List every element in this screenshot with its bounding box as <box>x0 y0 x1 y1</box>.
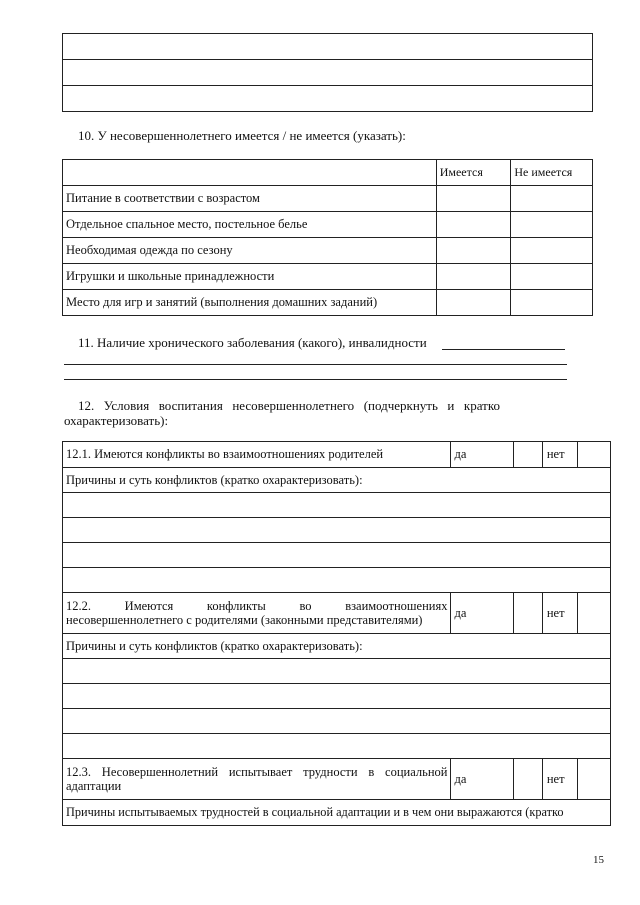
has-cell[interactable] <box>436 290 511 316</box>
answer-row[interactable] <box>63 518 611 543</box>
blank-row[interactable] <box>63 86 593 112</box>
table-row-label: Необходимая одежда по сезону <box>63 238 437 264</box>
page-number: 15 <box>593 854 604 866</box>
has-not-cell[interactable] <box>511 238 593 264</box>
question-12-3 <box>63 759 451 800</box>
has-not-cell[interactable] <box>511 186 593 212</box>
section-11-answer-line[interactable] <box>442 349 565 350</box>
reasons-label: Причины и суть конфликтов (кратко охарактеризовать): <box>63 634 611 659</box>
has-cell[interactable] <box>436 212 511 238</box>
reasons-label: Причины испытываемых трудностей в социальной адаптации и в чем они выражаются (кратко <box>63 800 611 826</box>
top-blank-table <box>62 33 593 112</box>
question-12-2 <box>63 593 451 634</box>
section-10-heading: 10. У несовершеннолетнего имеется / не имеется (указать): <box>78 128 406 143</box>
question-12-1: 12.1. Имеются конфликты во взаимоотношениях родителей <box>63 442 451 468</box>
table-row-label: Игрушки и школьные принадлежности <box>63 264 437 290</box>
yes-label[interactable]: да <box>451 593 514 634</box>
blank-row[interactable] <box>63 60 593 86</box>
has-cell[interactable] <box>436 186 511 212</box>
answer-row[interactable] <box>63 734 611 759</box>
yes-mark-cell[interactable] <box>514 593 542 634</box>
reasons-label: Причины и суть конфликтов (кратко охарактеризовать): <box>63 468 611 493</box>
column-header-has: Имеется <box>436 160 511 186</box>
table-row-label: Место для игр и занятий (выполнения домашних заданий) <box>63 290 437 316</box>
has-cell[interactable] <box>436 264 511 290</box>
section-11-answer-line[interactable] <box>64 379 567 380</box>
section-12-table <box>62 441 611 826</box>
has-not-cell[interactable] <box>511 264 593 290</box>
no-mark-cell[interactable] <box>577 759 610 800</box>
section-12-heading-cont: охарактеризовать): <box>64 413 169 428</box>
yes-label[interactable]: да <box>451 442 514 468</box>
answer-row[interactable] <box>63 709 611 734</box>
has-not-cell[interactable] <box>511 290 593 316</box>
answer-row[interactable] <box>63 684 611 709</box>
question-12-3-line2: адаптации <box>66 779 122 793</box>
table-header-empty <box>63 160 437 186</box>
no-label[interactable]: нет <box>542 442 577 468</box>
no-mark-cell[interactable] <box>577 593 610 634</box>
has-not-cell[interactable] <box>511 212 593 238</box>
answer-row[interactable] <box>63 568 611 593</box>
answer-row[interactable] <box>63 659 611 684</box>
question-12-2-line2: несовершеннолетнего с родителями (законными представителями) <box>66 613 423 627</box>
answer-row[interactable] <box>63 543 611 568</box>
column-header-has-not: Не имеется <box>511 160 593 186</box>
question-12-3-line1: 12.3. Несовершеннолетний испытывает трудности в социальной <box>66 765 448 779</box>
section-10-table <box>62 159 593 316</box>
blank-row[interactable] <box>63 34 593 60</box>
no-label[interactable]: нет <box>542 759 577 800</box>
table-row-label: Отдельное спальное место, постельное белье <box>63 212 437 238</box>
yes-label[interactable]: да <box>451 759 514 800</box>
has-cell[interactable] <box>436 238 511 264</box>
section-11-heading: 11. Наличие хронического заболевания (какого), инвалидности <box>78 335 427 350</box>
no-mark-cell[interactable] <box>577 442 610 468</box>
section-11-answer-line[interactable] <box>64 364 567 365</box>
section-12-heading: 12. Условия воспитания несовершеннолетнего (подчеркнуть и кратко <box>78 398 500 413</box>
answer-row[interactable] <box>63 493 611 518</box>
yes-mark-cell[interactable] <box>514 759 542 800</box>
no-label[interactable]: нет <box>542 593 577 634</box>
question-12-2-line1: 12.2. Имеются конфликты во взаимоотношениях <box>66 599 448 613</box>
yes-mark-cell[interactable] <box>514 442 542 468</box>
table-row-label: Питание в соответствии с возрастом <box>63 186 437 212</box>
